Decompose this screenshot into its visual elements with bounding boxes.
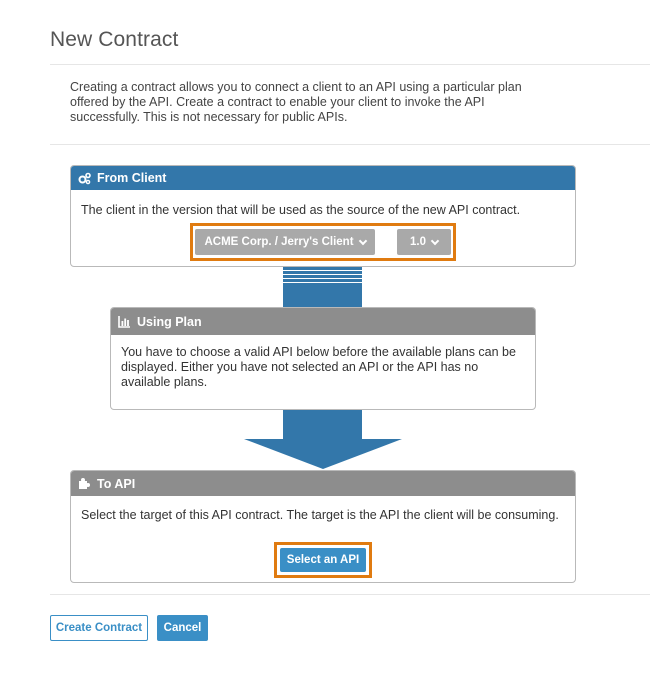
using-plan-title: Using Plan	[137, 314, 202, 329]
client-select[interactable]	[195, 229, 375, 255]
create-contract-button[interactable]: Create Contract	[50, 615, 148, 641]
flow-arrow-down	[244, 439, 402, 469]
version-select[interactable]	[397, 229, 451, 255]
connector-stripe	[283, 282, 362, 283]
flow-connector	[283, 267, 362, 307]
from-client-description: The client in the version that will be used as the source of the new API contract.	[81, 203, 521, 217]
chevron-down-icon	[431, 236, 439, 244]
using-plan-panel	[110, 307, 536, 410]
using-plan-description: You have to choose a valid API below before the available plans can be displayed. Either you have not selected an API or the API has no available plans.	[121, 345, 516, 389]
bar-chart-icon	[118, 315, 131, 328]
client-select-label: ACME Corp. / Jerry's Client	[204, 236, 354, 248]
from-client-title: From Client	[97, 171, 167, 185]
title-divider	[50, 64, 650, 65]
connector-stripe	[283, 278, 362, 279]
to-api-title: To API	[97, 476, 136, 491]
version-select-label: 1.0	[410, 236, 426, 248]
gears-icon	[78, 172, 91, 185]
select-api-button[interactable]: Select an API	[280, 548, 366, 572]
intro-text: Creating a contract allows you to connect a client to an API using a particular plan offered by the API. Create a contract to enable your client to invoke the API successfully. This is not necessary for public APIs.	[70, 80, 522, 124]
intro-divider	[50, 144, 650, 145]
page-title: New Contract	[50, 28, 179, 51]
to-api-header	[71, 471, 575, 496]
connector-stripe	[283, 270, 362, 271]
actions-divider	[50, 594, 650, 595]
from-client-header	[71, 166, 575, 190]
client-selection-highlight	[190, 223, 456, 261]
puzzle-icon	[78, 477, 91, 490]
select-api-highlight	[274, 542, 372, 578]
using-plan-header	[111, 308, 535, 335]
to-api-description: Select the target of this API contract. The target is the API the client will be consuming.	[81, 508, 559, 522]
connector-stripe	[283, 274, 362, 275]
chevron-down-icon	[358, 236, 366, 244]
flow-connector	[283, 410, 362, 440]
cancel-button[interactable]: Cancel	[157, 615, 208, 641]
